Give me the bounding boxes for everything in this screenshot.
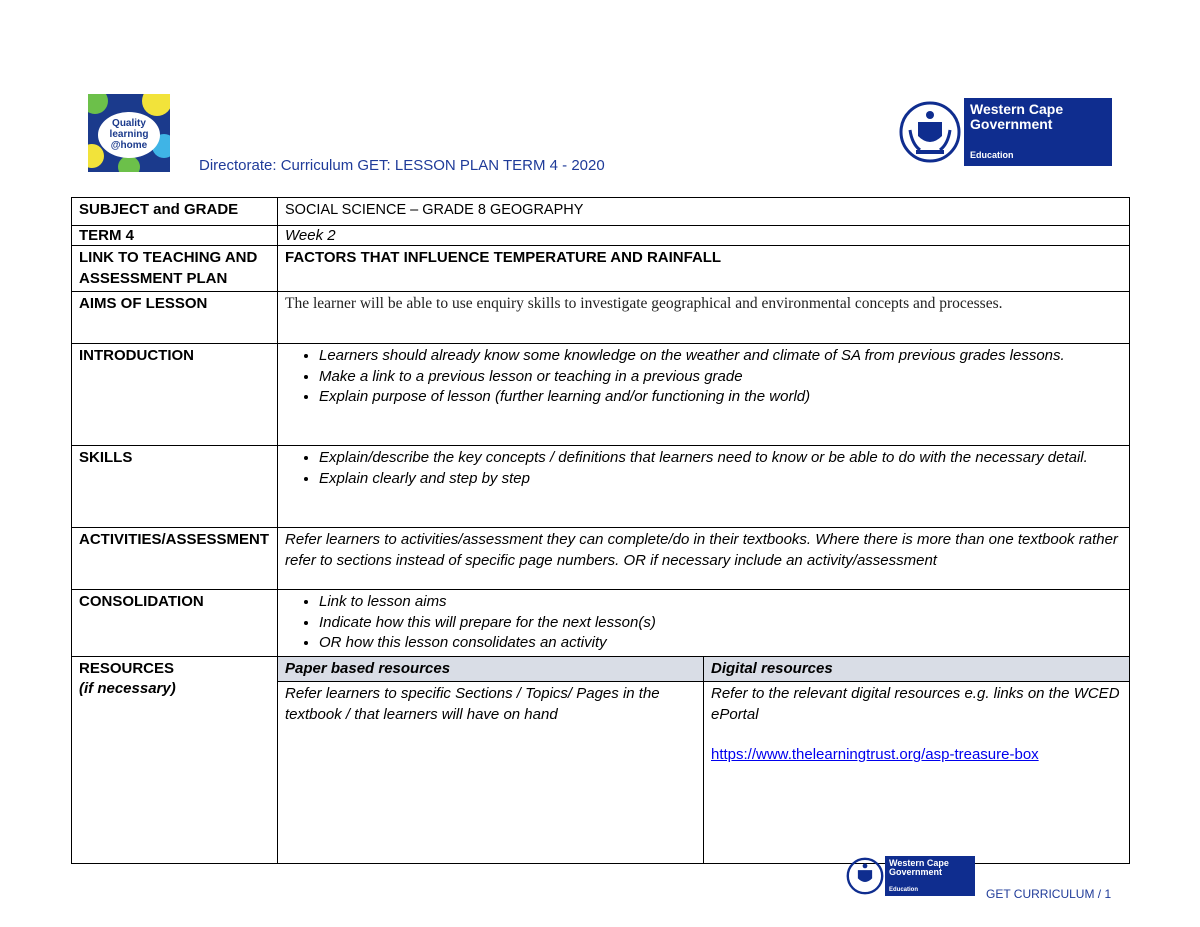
directorate-title: Directorate: Curriculum GET: LESSON PLAN TERM 4 - 2020 bbox=[199, 157, 605, 174]
row-skills bbox=[72, 446, 1130, 528]
skills-item: • Explain clearly and step by step bbox=[319, 469, 1122, 490]
row-link bbox=[72, 246, 1130, 292]
row-term bbox=[72, 226, 1130, 246]
row-consolidation bbox=[72, 590, 1130, 657]
introduction-item: • Learners should already know some knowledge on the weather and climate of SA from previous grades lessons. bbox=[319, 346, 1122, 367]
introduction-item: • Explain purpose of lesson (further learning and/or functioning in the world) bbox=[319, 387, 1122, 408]
coat-of-arms-icon bbox=[896, 98, 964, 166]
introduction-content bbox=[278, 344, 1130, 446]
term-value: Week 2 bbox=[278, 226, 1130, 246]
coat-of-arms-icon bbox=[845, 856, 885, 896]
row-resources-header bbox=[72, 656, 1130, 682]
consolidation-label: CONSOLIDATION bbox=[72, 590, 278, 657]
row-activities bbox=[72, 528, 1130, 590]
row-subject bbox=[72, 198, 1130, 226]
consolidation-item: • Indicate how this will prepare for the next lesson(s) bbox=[319, 613, 1122, 634]
term-label: TERM 4 bbox=[72, 226, 278, 246]
resources-label bbox=[72, 656, 278, 864]
skills-item: • Explain/describe the key concepts / definitions that learners need to know or be able to do with the necessary detail. bbox=[319, 448, 1122, 469]
digital-resources-header: Digital resources bbox=[704, 656, 1130, 682]
logo-text: Quality learning @home bbox=[98, 112, 160, 158]
paper-resources-text: Refer learners to specific Sections / Topics/ Pages in the textbook / that learners will have on hand bbox=[278, 682, 704, 864]
paper-resources-header: Paper based resources bbox=[278, 656, 704, 682]
consolidation-content bbox=[278, 590, 1130, 657]
page-footer: GET CURRICULUM / 1 bbox=[986, 887, 1112, 901]
wcg-name-line1: Western Cape bbox=[970, 101, 1064, 117]
wcg-department: Education bbox=[970, 150, 1014, 160]
wcg-name-line2: Government bbox=[970, 116, 1053, 132]
introduction-label: INTRODUCTION bbox=[72, 344, 278, 446]
activities-value: Refer learners to activities/assessment they can complete/do in their textbooks. Where there is more than one textbook rather refer to sections instead of specific page numbers. OR if necessary include an activity/assessment bbox=[278, 528, 1130, 590]
resources-title: RESOURCES bbox=[79, 659, 175, 677]
aims-value: The learner will be able to use enquiry skills to investigate geographical and environmental concepts and processes. bbox=[278, 292, 1130, 344]
consolidation-item: • OR how this lesson consolidates an activity bbox=[319, 633, 1122, 654]
aims-label: AIMS OF LESSON bbox=[72, 292, 278, 344]
row-introduction bbox=[72, 344, 1130, 446]
skills-label: SKILLS bbox=[72, 446, 278, 528]
activities-label: ACTIVITIES/ASSESSMENT bbox=[72, 528, 278, 590]
digital-resources-cell bbox=[704, 682, 1130, 864]
consolidation-item: • Link to lesson aims bbox=[319, 592, 1122, 613]
link-value: FACTORS THAT INFLUENCE TEMPERATURE AND RAINFALL bbox=[278, 246, 1130, 292]
wcg-logo bbox=[896, 98, 1112, 166]
wcg-footer-name-line1: Western Cape bbox=[889, 858, 949, 868]
wcg-footer-name-line2: Government bbox=[889, 867, 943, 877]
resources-sublabel: (if necessary) bbox=[79, 680, 176, 697]
digital-resources-text: Refer to the relevant digital resources e.g. links on the WCED ePortal bbox=[711, 685, 1120, 723]
lesson-plan-table bbox=[71, 197, 1130, 864]
treasure-box-link[interactable]: https://www.thelearningtrust.org/asp-treasure-box bbox=[711, 746, 1039, 763]
subject-value: SOCIAL SCIENCE – GRADE 8 GEOGRAPHY bbox=[278, 198, 1130, 226]
wcg-footer-logo bbox=[845, 856, 975, 896]
introduction-item: • Make a link to a previous lesson or teaching in a previous grade bbox=[319, 367, 1122, 388]
row-aims bbox=[72, 292, 1130, 344]
wcg-footer-department: Education bbox=[889, 887, 919, 893]
quality-learning-logo bbox=[88, 94, 170, 172]
skills-content bbox=[278, 446, 1130, 528]
subject-label: SUBJECT and GRADE bbox=[72, 198, 278, 226]
link-label: LINK TO TEACHING AND ASSESSMENT PLAN bbox=[72, 246, 278, 292]
